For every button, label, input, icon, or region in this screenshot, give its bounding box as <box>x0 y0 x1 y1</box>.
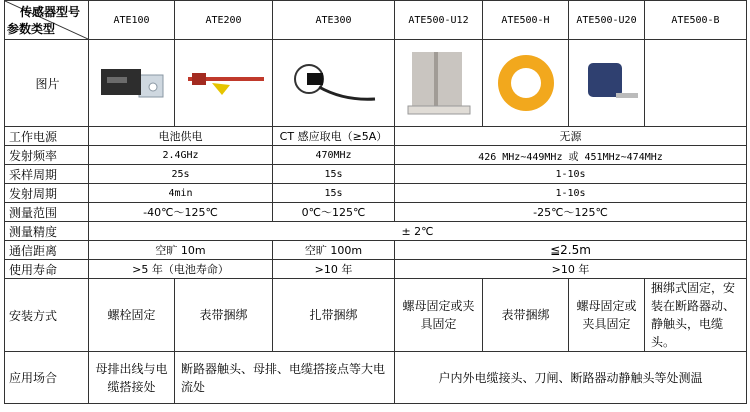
cell-life-b: >10 年 <box>273 260 395 279</box>
cell-sample-c: 1-10s <box>395 165 747 184</box>
cell-life-c: >10 年 <box>395 260 747 279</box>
cell-app-b: 断路器触头、母排、电缆搭接点等大电流处 <box>175 352 395 404</box>
cell-install-1: 螺栓固定 <box>89 279 175 352</box>
row-label-range: 测量范围 <box>5 203 89 222</box>
cell-sample-b: 15s <box>273 165 395 184</box>
cell-range-a: -40℃～125℃ <box>89 203 273 222</box>
cell-life-a: >5 年（电池寿命） <box>89 260 273 279</box>
cell-power-ct: CT 感应取电（≥5A） <box>273 127 395 146</box>
corner-header <box>5 1 89 40</box>
cell-install-2: 表带捆绑 <box>175 279 273 352</box>
cell-power-battery: 电池供电 <box>89 127 273 146</box>
row-label-power: 工作电源 <box>5 127 89 146</box>
cell-comm-c: ≦2.5m <box>395 241 747 260</box>
model-header: ATE500-U12 <box>395 1 483 40</box>
sensor-image-ate500-u20 <box>569 40 645 127</box>
cell-emit-b: 15s <box>273 184 395 203</box>
row-label-comm: 通信距离 <box>5 241 89 260</box>
row-label-picture: 图片 <box>5 40 89 127</box>
sensor-image-ate500-h <box>483 40 569 127</box>
row-label-sample: 采样周期 <box>5 165 89 184</box>
row-label-life: 使用寿命 <box>5 260 89 279</box>
cell-app-c: 户内外电缆接头、刀闸、断路器动静触头等处测温 <box>395 352 747 404</box>
sensor-image-ate500-b <box>645 40 747 127</box>
corner-bottom-label: 参数类型 <box>7 22 56 36</box>
row-label-install: 安装方式 <box>5 279 89 352</box>
model-header: ATE500-B <box>645 1 747 40</box>
row-label-precision: 测量精度 <box>5 222 89 241</box>
cell-emit-a: 4min <box>89 184 273 203</box>
model-header: ATE500-U20 <box>569 1 645 40</box>
corner-top-label: 传感器型号 <box>19 5 80 19</box>
row-label-app: 应用场合 <box>5 352 89 404</box>
model-header: ATE200 <box>175 1 273 40</box>
row-label-emit: 发射周期 <box>5 184 89 203</box>
model-header: ATE100 <box>89 1 175 40</box>
cell-freq-c: 426 MHz~449MHz 或 451MHz~474MHz <box>395 146 747 165</box>
cell-precision: ± 2℃ <box>89 222 747 241</box>
cell-install-3: 扎带捆绑 <box>273 279 395 352</box>
sensor-image-ate100 <box>89 40 175 127</box>
cell-freq-a: 2.4GHz <box>89 146 273 165</box>
cell-sample-a: 25s <box>89 165 273 184</box>
sensor-image-ate500-u12 <box>395 40 483 127</box>
sensor-image-ate300 <box>273 40 395 127</box>
cell-app-a: 母排出线与电缆搭接处 <box>89 352 175 404</box>
spec-table <box>4 0 747 404</box>
cell-install-6: 螺母固定或夹具固定 <box>569 279 645 352</box>
cell-install-4: 螺母固定或夹具固定 <box>395 279 483 352</box>
cell-freq-b: 470MHz <box>273 146 395 165</box>
cell-range-c: -25℃～125℃ <box>395 203 747 222</box>
cell-comm-a: 空旷 10m <box>89 241 273 260</box>
row-label-freq: 发射频率 <box>5 146 89 165</box>
cell-comm-b: 空旷 100m <box>273 241 395 260</box>
cell-install-7: 捆绑式固定，安装在断路器动、静触头，电缆头。 <box>645 279 747 352</box>
model-header: ATE300 <box>273 1 395 40</box>
sensor-image-ate200 <box>175 40 273 127</box>
cell-range-b: 0℃～125℃ <box>273 203 395 222</box>
cell-emit-c: 1-10s <box>395 184 747 203</box>
cell-install-5: 表带捆绑 <box>483 279 569 352</box>
model-header: ATE500-H <box>483 1 569 40</box>
cell-power-none: 无源 <box>395 127 747 146</box>
